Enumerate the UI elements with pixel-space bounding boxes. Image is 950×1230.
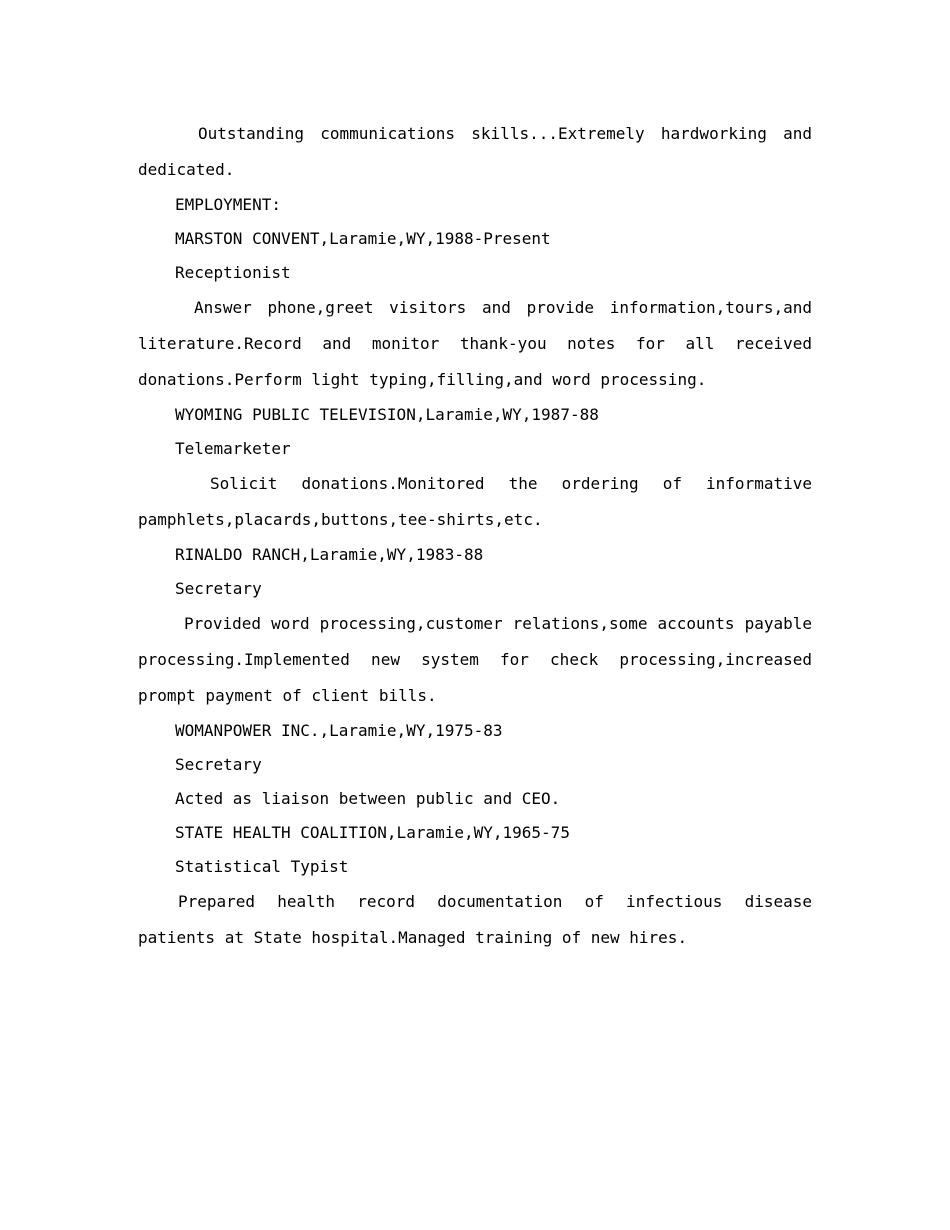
job-title: Receptionist bbox=[175, 263, 291, 282]
job-description: Provided word processing,customer relations,some accounts payable processing.Implemented new system for check processing,increased prompt payment of client bills. bbox=[138, 614, 812, 705]
job-employer: MARSTON CONVENT,Laramie,WY,1988-Present bbox=[175, 229, 551, 248]
intro-paragraph: Outstanding communications skills...Extremely hardworking and dedicated. bbox=[138, 124, 812, 179]
job-title: Statistical Typist bbox=[175, 857, 349, 876]
job-description: Solicit donations.Monitored the ordering of informative pamphlets,placards,buttons,tee-shirts,etc. bbox=[138, 474, 812, 529]
job-title: Secretary bbox=[175, 755, 262, 774]
job-description: Answer phone,greet visitors and provide information,tours,and literature.Record and monitor thank-you notes for all received donations.Perform light typing,filling,and word processing. bbox=[138, 298, 812, 389]
job-title: Secretary bbox=[175, 579, 262, 598]
job-employer: RINALDO RANCH,Laramie,WY,1983-88 bbox=[175, 545, 484, 564]
job-title: Telemarketer bbox=[175, 439, 291, 458]
job-employer: STATE HEALTH COALITION,Laramie,WY,1965-75 bbox=[175, 823, 570, 842]
job-employer: WYOMING PUBLIC TELEVISION,Laramie,WY,1987-88 bbox=[175, 405, 599, 424]
job-description: Acted as liaison between public and CEO. bbox=[175, 789, 561, 808]
section-heading: EMPLOYMENT: bbox=[175, 195, 281, 214]
job-employer: WOMANPOWER INC.,Laramie,WY,1975-83 bbox=[175, 721, 503, 740]
job-description: Prepared health record documentation of infectious disease patients at State hospital.Managed training of new hires. bbox=[138, 892, 812, 947]
resume-page bbox=[138, 116, 812, 956]
